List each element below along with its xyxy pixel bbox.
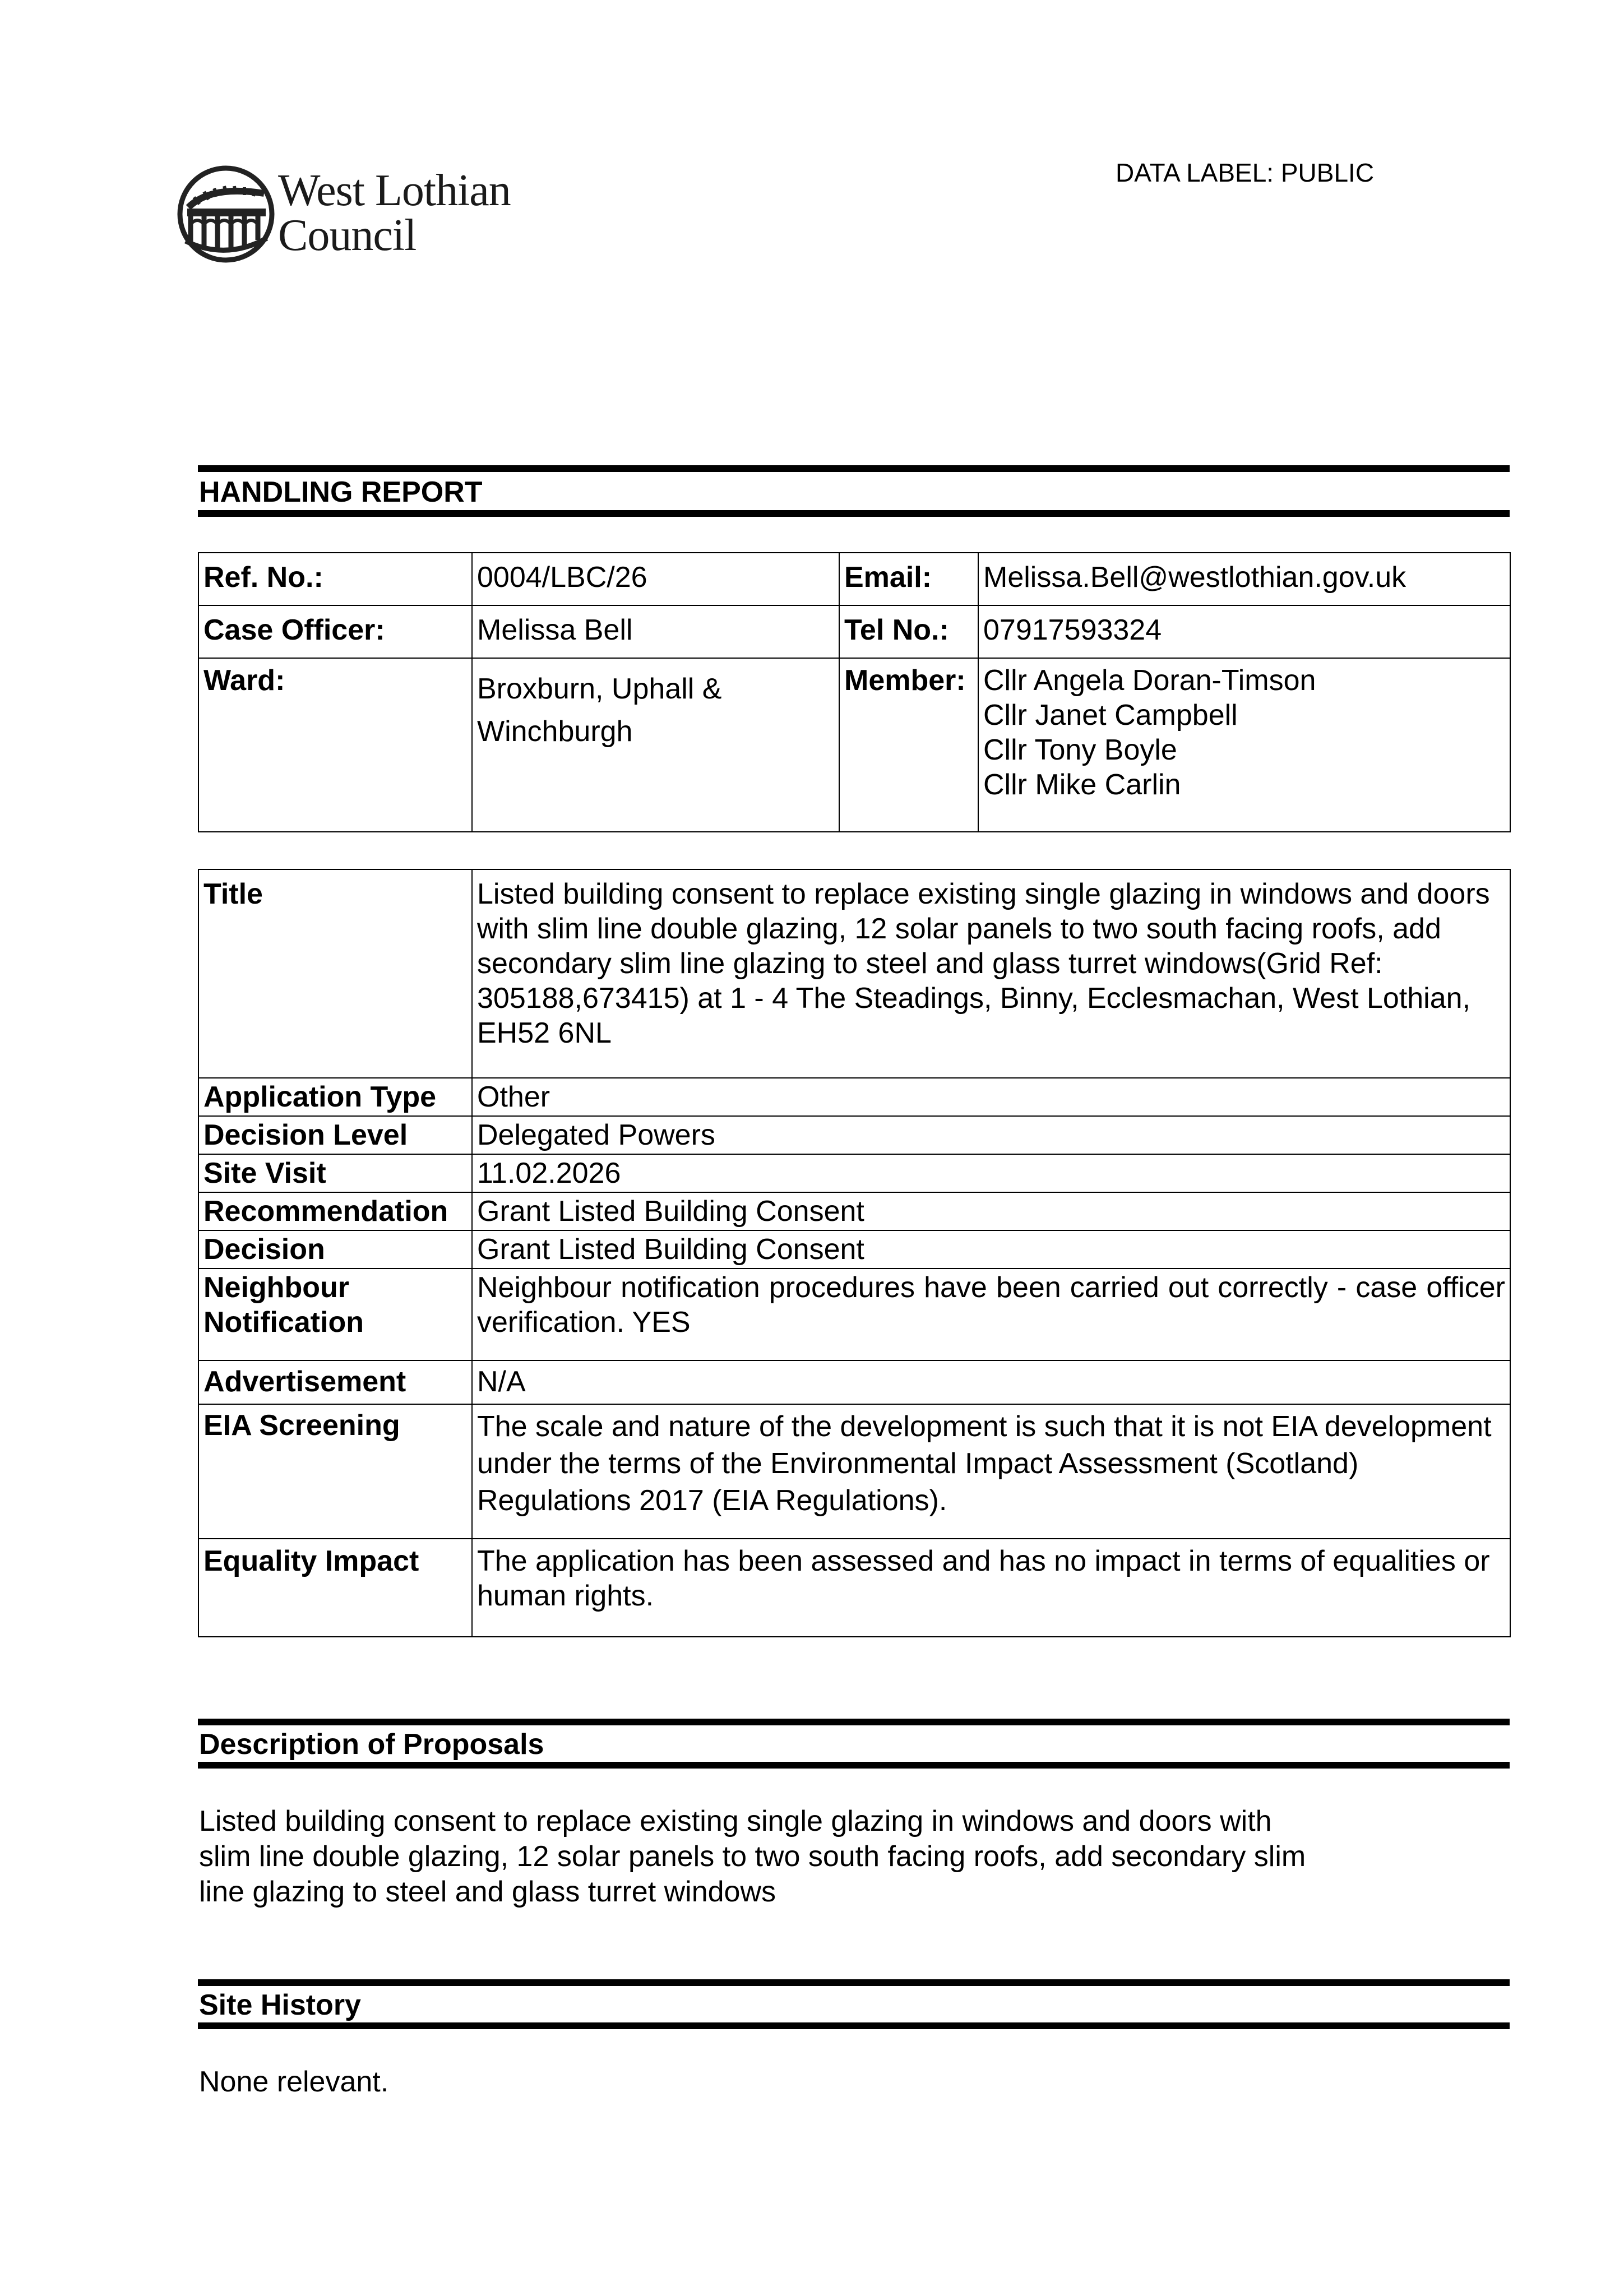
table-row (198, 1269, 1510, 1360)
decision-value: Grant Listed Building Consent (472, 1230, 1510, 1269)
section-rule (198, 1979, 1510, 1986)
logo-text-line2: Council (278, 211, 417, 260)
eia-screening-label: EIA Screening (198, 1404, 472, 1539)
table-row (198, 1192, 1510, 1230)
ward-value (472, 658, 839, 832)
neighbour-notification-value: Neighbour notification procedures have been carried out correctly - case officer verification. YES (472, 1269, 1510, 1360)
application-details-table (198, 869, 1511, 1637)
table-row (198, 1116, 1510, 1154)
site-visit-value: 11.02.2026 (472, 1154, 1510, 1192)
table-row (198, 869, 1510, 1078)
recommendation-value: Grant Listed Building Consent (472, 1192, 1510, 1230)
member-item: Cllr Angela Doran-Timson (983, 664, 1316, 697)
officer-table (198, 552, 1511, 832)
email-value: Melissa.Bell@westlothian.gov.uk (978, 553, 1510, 605)
table-row (198, 1404, 1510, 1539)
member-label: Member: (839, 658, 978, 832)
site-history-heading: Site History (199, 1989, 361, 2021)
case-officer-label: Case Officer: (198, 605, 472, 658)
description-heading: Description of Proposals (199, 1728, 544, 1761)
logo-text-line1: West Lothian (278, 166, 511, 215)
application-type-value: Other (472, 1078, 1510, 1116)
data-label: DATA LABEL: PUBLIC (1116, 158, 1375, 187)
application-type-label: Application Type (198, 1078, 472, 1116)
decision-label: Decision (198, 1230, 472, 1269)
description-line: slim line double glazing, 12 solar panels to two south facing roofs, add secondary slim (199, 1840, 1306, 1873)
tel-value: 07917593324 (978, 605, 1510, 658)
equality-impact-value: The application has been assessed and has no impact in terms of equalities or human rights. (472, 1539, 1510, 1637)
tel-label: Tel No.: (839, 605, 978, 658)
description-line: line glazing to steel and glass turret windows (199, 1876, 776, 1908)
viaduct-emblem-icon (177, 163, 275, 266)
advertisement-label: Advertisement (198, 1360, 472, 1404)
section-rule (198, 1719, 1510, 1725)
eia-screening-value: The scale and nature of the development is such that it is not EIA development under the terms of the Environmental Impact Assessment (Scotland) Regulations 2017 (EIA Regulations). (472, 1404, 1510, 1539)
member-item: Cllr Mike Carlin (983, 769, 1181, 801)
table-row (198, 1154, 1510, 1192)
logo-wordmark (278, 168, 570, 258)
equality-impact-label: Equality Impact (198, 1539, 472, 1637)
neighbour-notification-label: Neighbour Notification (198, 1269, 472, 1360)
email-label: Email: (839, 553, 978, 605)
decision-level-value: Delegated Powers (472, 1116, 1510, 1154)
case-officer-value: Melissa Bell (472, 605, 839, 658)
recommendation-label: Recommendation (198, 1192, 472, 1230)
site-visit-label: Site Visit (198, 1154, 472, 1192)
member-list (978, 658, 1510, 832)
ref-value: 0004/LBC/26 (472, 553, 839, 605)
section-rule (198, 1762, 1510, 1769)
ward-line: Winchburgh (477, 715, 633, 748)
section-rule (198, 465, 1510, 472)
description-line: Listed building consent to replace existing single glazing in windows and doors with (199, 1805, 1272, 1837)
advertisement-value: N/A (472, 1360, 1510, 1404)
table-row (198, 1230, 1510, 1269)
title-label: Title (198, 869, 472, 1078)
council-logo (177, 163, 558, 269)
table-row (198, 1360, 1510, 1404)
section-rule (198, 2022, 1510, 2029)
table-row (198, 1078, 1510, 1116)
decision-level-label: Decision Level (198, 1116, 472, 1154)
ref-label: Ref. No.: (198, 553, 472, 605)
ward-label: Ward: (198, 658, 472, 832)
description-text (199, 1804, 1306, 1910)
table-row (198, 605, 1510, 658)
ward-line: Broxburn, Uphall & (477, 673, 722, 705)
member-item: Cllr Tony Boyle (983, 734, 1177, 766)
title-value: Listed building consent to replace existing single glazing in windows and doors with slim line double glazing, 12 solar panels to two south facing roofs, add secondary slim line glazing to steel and glass turret windows(Grid Ref: 305188,673415) at 1 - 4 The Steadings, Binny, Ecclesmachan, West Lothian, EH52 6NL (472, 869, 1510, 1078)
table-row (198, 553, 1510, 605)
member-item: Cllr Janet Campbell (983, 699, 1238, 732)
handling-report-heading: HANDLING REPORT (199, 476, 483, 508)
table-row (198, 1539, 1510, 1637)
section-rule (198, 510, 1510, 517)
table-row (198, 658, 1510, 832)
site-history-text: None relevant. (199, 2066, 389, 2098)
